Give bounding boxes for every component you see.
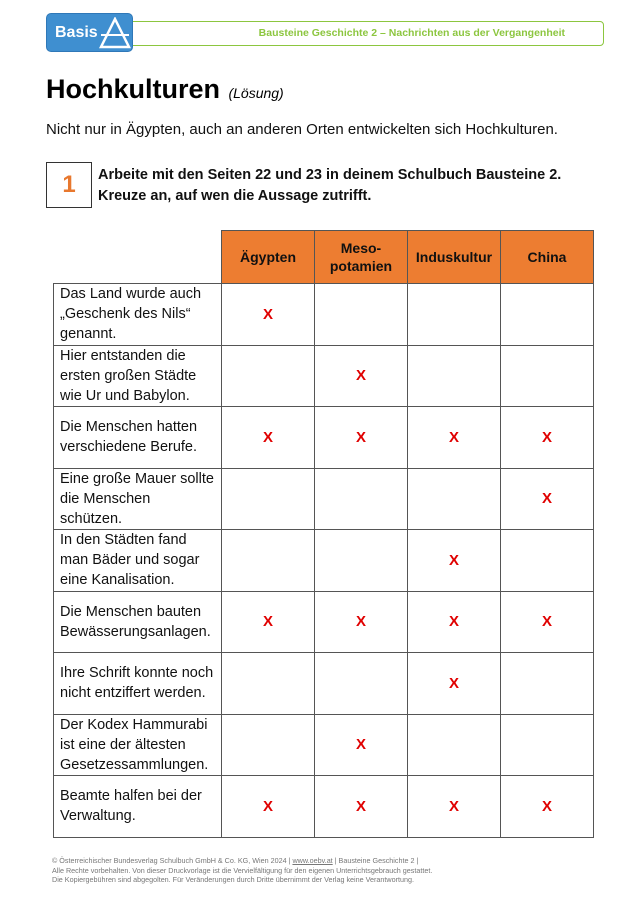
answer-cell[interactable] <box>407 775 501 838</box>
answer-cell[interactable] <box>500 345 594 408</box>
answer-cell[interactable] <box>314 529 408 592</box>
cross-mark: X <box>262 797 273 815</box>
answer-cell[interactable] <box>221 714 315 777</box>
answer-cell[interactable] <box>407 406 501 469</box>
answer-cell[interactable] <box>314 714 408 777</box>
answer-cell[interactable] <box>500 406 594 469</box>
column-header-1: Ägypten <box>221 230 315 284</box>
footer-book: | Bausteine Geschichte 2 | <box>332 856 419 865</box>
title-note: (Lösung) <box>228 85 284 101</box>
cross-mark: X <box>448 613 459 631</box>
task-instructions <box>98 165 561 207</box>
cross-mark: X <box>262 305 273 323</box>
statement-cell: Hier entstanden die ersten großen Städte wie Ur und Babylon. <box>53 345 222 408</box>
cross-mark: X <box>448 674 459 692</box>
statement-cell: Ihre Schrift konnte noch nicht entziffert werden. <box>53 652 222 715</box>
answer-cell[interactable] <box>407 591 501 654</box>
statement-cell: Der Kodex Hammurabi ist eine der ältesten Gesetzessammlungen. <box>53 714 222 777</box>
statement-cell: Das Land wurde auch „Geschenk des Nils“ genannt. <box>53 283 222 346</box>
task-line-2: Kreuze an, auf wen die Aussage zutrifft. <box>98 188 372 204</box>
answer-cell[interactable] <box>407 345 501 408</box>
basis-logo <box>46 13 133 52</box>
answer-cell[interactable] <box>500 591 594 654</box>
answer-cell[interactable] <box>221 591 315 654</box>
answer-cell[interactable] <box>221 652 315 715</box>
answer-cell[interactable] <box>314 406 408 469</box>
title-text: Hochkulturen <box>46 74 221 104</box>
answer-cell[interactable] <box>221 345 315 408</box>
answer-cell[interactable] <box>407 283 501 346</box>
statement-cell: In den Städten fand man Bäder und sogar eine Kanalisation. <box>53 529 222 592</box>
answer-cell[interactable] <box>314 468 408 531</box>
answer-cell[interactable] <box>407 652 501 715</box>
pyramid-icon <box>99 17 131 49</box>
footer-line-3: Die Kopiergebühren sind abgegolten. Für Veränderungen durch Dritte übernimmt der Verlag keine Verantwortung. <box>52 875 414 884</box>
cross-mark: X <box>448 428 459 446</box>
statement-cell: Die Menschen bauten Bewässerungsanlagen. <box>53 591 222 654</box>
answer-cell[interactable] <box>314 652 408 715</box>
cross-mark: X <box>541 613 552 631</box>
answer-cell[interactable] <box>500 283 594 346</box>
statement-cell: Die Menschen hatten verschiedene Berufe. <box>53 406 222 469</box>
statement-cell: Beamte halfen bei der Verwaltung. <box>53 775 222 838</box>
logo-text: Basis <box>55 24 98 41</box>
column-header-3: Induskultur <box>407 230 501 284</box>
answer-cell[interactable] <box>221 775 315 838</box>
cross-mark: X <box>355 613 366 631</box>
answer-cell[interactable] <box>314 345 408 408</box>
answer-cell[interactable] <box>407 714 501 777</box>
cross-mark: X <box>541 490 552 508</box>
answer-cell[interactable] <box>500 652 594 715</box>
footer-line-1 <box>52 856 432 866</box>
answer-cell[interactable] <box>314 775 408 838</box>
cross-mark: X <box>355 428 366 446</box>
cross-mark: X <box>355 736 366 754</box>
cross-mark: X <box>541 428 552 446</box>
cross-mark: X <box>448 797 459 815</box>
answer-cell[interactable] <box>314 591 408 654</box>
cross-mark: X <box>262 428 273 446</box>
answer-cell[interactable] <box>221 283 315 346</box>
footer-copyright: © Österreichischer Bundesverlag Schulbuch GmbH & Co. KG, Wien 2024 | <box>52 856 293 865</box>
cross-mark: X <box>355 367 366 385</box>
answer-cell[interactable] <box>500 468 594 531</box>
series-title: Bausteine Geschichte 2 – Nachrichten aus der Vergangenheit <box>258 27 565 39</box>
statement-cell: Eine große Mauer sollte die Menschen schützen. <box>53 468 222 531</box>
answer-cell[interactable] <box>221 406 315 469</box>
page-title <box>46 74 284 105</box>
answer-cell[interactable] <box>500 775 594 838</box>
answer-cell[interactable] <box>221 468 315 531</box>
answer-cell[interactable] <box>500 714 594 777</box>
intro-text: Nicht nur in Ägypten, auch an anderen Orten entwickelten sich Hochkulturen. <box>46 121 558 138</box>
cross-mark: X <box>355 797 366 815</box>
answer-cell[interactable] <box>407 529 501 592</box>
answer-cell[interactable] <box>314 283 408 346</box>
column-header-4: China <box>500 230 594 284</box>
task-number-box <box>46 162 92 208</box>
answer-cell[interactable] <box>221 529 315 592</box>
answer-cell[interactable] <box>407 468 501 531</box>
answer-cell[interactable] <box>500 529 594 592</box>
column-header-2: Meso- potamien <box>314 230 408 284</box>
task-number: 1 <box>62 171 76 198</box>
task-line-1: Arbeite mit den Seiten 22 und 23 in deinem Schulbuch Bausteine 2. <box>98 167 562 183</box>
footer <box>52 856 432 885</box>
cross-mark: X <box>448 551 459 569</box>
cross-mark: X <box>541 797 552 815</box>
footer-line-2: Alle Rechte vorbehalten. Von dieser Druckvorlage ist die Vervielfältigung für den eigenen Unterrichtsgebrauch gestattet. <box>52 865 433 875</box>
cross-mark: X <box>262 613 273 631</box>
publisher-link[interactable]: www.oebv.at <box>292 856 333 865</box>
